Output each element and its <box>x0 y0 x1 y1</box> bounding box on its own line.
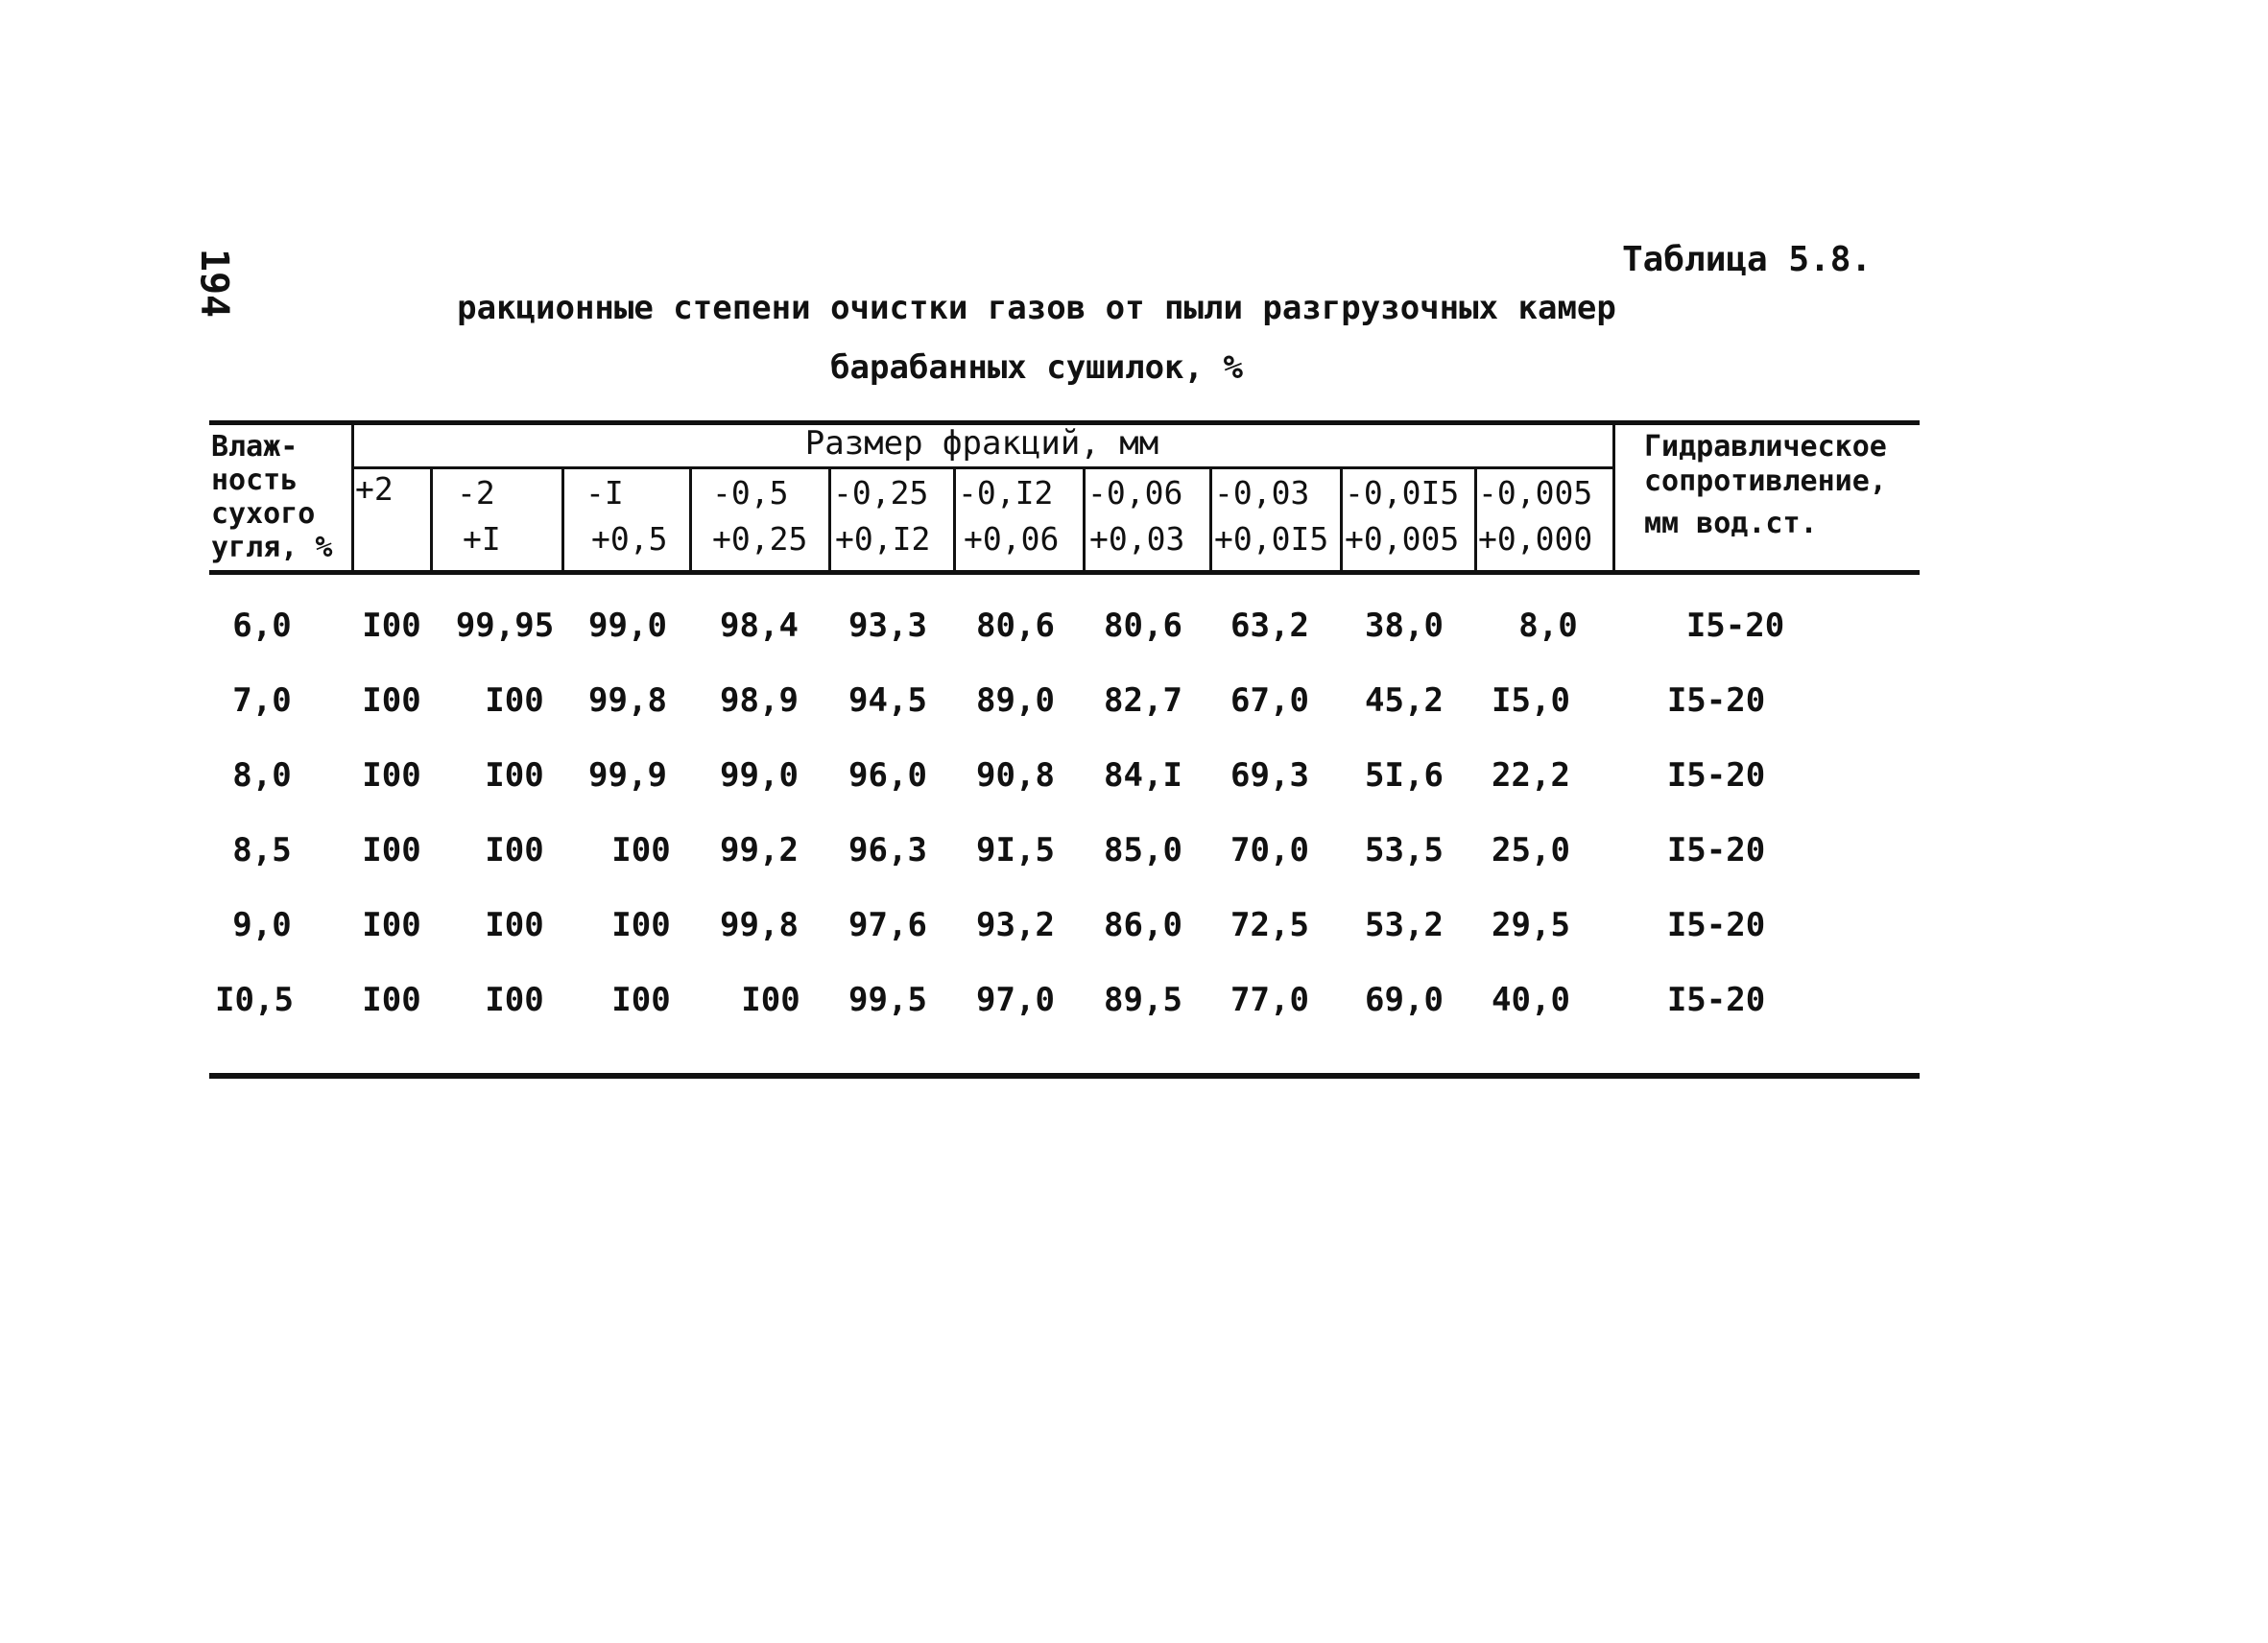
moisture-header-line: Влаж- <box>211 430 298 464</box>
table-cell: 53,5 <box>1365 831 1444 869</box>
table-cell: 94,5 <box>848 681 927 720</box>
fraction-bottom-label: +I <box>463 520 501 558</box>
table-cell: 99,8 <box>720 906 799 944</box>
header-divider <box>1612 424 1615 572</box>
fraction-bottom-label: +0,25 <box>712 520 808 558</box>
fraction-top-label: -0,I2 <box>958 474 1054 512</box>
fraction-top-label: -2 <box>457 474 495 512</box>
table-cell: 99,8 <box>588 681 667 720</box>
fraction-divider <box>1474 466 1477 572</box>
fraction-bottom-label: +0,I2 <box>835 520 931 558</box>
table-cell: I00 <box>485 756 544 795</box>
table-cell: 97,6 <box>848 906 927 944</box>
hydraulic-value: I5-20 <box>1666 756 1766 795</box>
table-title-line-2: барабанных сушилок, % <box>830 348 1243 387</box>
table-cell: 45,2 <box>1365 681 1444 720</box>
table-cell: I00 <box>485 831 544 869</box>
table-cell: 25,0 <box>1492 831 1570 869</box>
fraction-divider <box>1340 466 1343 572</box>
table-cell: 29,5 <box>1492 906 1570 944</box>
table-cell: 82,7 <box>1104 681 1182 720</box>
table-label: Таблица 5.8. <box>1622 240 1873 279</box>
table-cell: I00 <box>485 981 544 1019</box>
table-cell: 93,3 <box>848 607 927 645</box>
table-cell: 80,6 <box>976 607 1055 645</box>
hydraulic-resistance-header <box>1644 430 1920 541</box>
table-cell: 90,8 <box>976 756 1055 795</box>
moisture-header-line: сухого <box>211 497 316 531</box>
table-cell: 84,I <box>1104 756 1182 795</box>
moisture-value: 6,0 <box>232 607 292 645</box>
hydraulic-value: I5-20 <box>1666 681 1766 720</box>
fraction-top-label: +2 <box>355 470 394 508</box>
table-cell: 96,0 <box>848 756 927 795</box>
table-cell: 9I,5 <box>976 831 1055 869</box>
table-cell: 53,2 <box>1365 906 1444 944</box>
fraction-top-label: -0,5 <box>712 474 789 512</box>
table-cell: 5I,6 <box>1365 756 1444 795</box>
table-cell: 63,2 <box>1230 607 1309 645</box>
moisture-value: 7,0 <box>232 681 292 720</box>
table-cell: 93,2 <box>976 906 1055 944</box>
hydraulic-value: I5-20 <box>1685 607 1785 645</box>
table-cell: I00 <box>362 756 421 795</box>
table-cell: 99,0 <box>720 756 799 795</box>
table-title <box>413 278 1660 397</box>
fraction-divider <box>953 466 956 572</box>
fraction-bottom-label: +0,5 <box>591 520 668 558</box>
table-cell: 99,9 <box>588 756 667 795</box>
table-cell: 99,0 <box>588 607 667 645</box>
table-cell: 69,0 <box>1365 981 1444 1019</box>
hydraulic-value: I5-20 <box>1666 831 1766 869</box>
fraction-divider <box>561 466 564 572</box>
table-cell: I00 <box>362 681 421 720</box>
table-cell: 38,0 <box>1365 607 1444 645</box>
fraction-divider <box>689 466 692 572</box>
table-cell: I00 <box>611 981 671 1019</box>
table-cell: I00 <box>362 906 421 944</box>
fraction-size-header: Размер фракций, мм <box>804 424 1159 463</box>
table-cell: 77,0 <box>1230 981 1309 1019</box>
table-cell: 89,0 <box>976 681 1055 720</box>
table-cell: I00 <box>611 831 671 869</box>
table-cell: 97,0 <box>976 981 1055 1019</box>
table-cell: 69,3 <box>1230 756 1309 795</box>
fraction-divider <box>1209 466 1212 572</box>
table-cell: I00 <box>741 981 800 1019</box>
table-cell: I5,0 <box>1492 681 1570 720</box>
fraction-top-label: -0,0I5 <box>1345 474 1460 512</box>
table-cell: 99,2 <box>720 831 799 869</box>
fraction-bottom-label: +0,06 <box>964 520 1060 558</box>
hydraulic-value: I5-20 <box>1666 906 1766 944</box>
moisture-value: 8,0 <box>232 756 292 795</box>
fraction-divider <box>828 466 831 572</box>
fraction-top-label: -0,06 <box>1087 474 1183 512</box>
table-cell: 99,5 <box>848 981 927 1019</box>
table-cell: 22,2 <box>1492 756 1570 795</box>
fraction-top-label: -0,25 <box>833 474 929 512</box>
table-bottom-rule <box>209 1073 1920 1079</box>
moisture-value: 9,0 <box>232 906 292 944</box>
table-cell: 80,6 <box>1104 607 1182 645</box>
fraction-bottom-label: +0,000 <box>1478 520 1593 558</box>
table-cell: 99,95 <box>455 607 555 645</box>
fraction-top-label: -0,005 <box>1478 474 1593 512</box>
table-cell: 85,0 <box>1104 831 1182 869</box>
fraction-top-label: -I <box>585 474 624 512</box>
fraction-bottom-label: +0,03 <box>1089 520 1185 558</box>
table-cell: 40,0 <box>1492 981 1570 1019</box>
fraction-bottom-label: +0,0I5 <box>1214 520 1329 558</box>
table-cell: 70,0 <box>1230 831 1309 869</box>
table-cell: 72,5 <box>1230 906 1309 944</box>
table-title-line-1: ракционные степени очистки газов от пыли разгрузочных камер <box>457 289 1616 327</box>
table-cell: 67,0 <box>1230 681 1309 720</box>
table-cell: I00 <box>362 981 421 1019</box>
hydraulic-header-line: мм вод.ст. <box>1644 507 1818 540</box>
table-cell: 89,5 <box>1104 981 1182 1019</box>
fraction-top-label: -0,03 <box>1214 474 1310 512</box>
hydraulic-value: I5-20 <box>1666 981 1766 1019</box>
table-cell: I00 <box>485 681 544 720</box>
table-cell: I00 <box>611 906 671 944</box>
moisture-column-header <box>211 430 353 564</box>
table-cell: 96,3 <box>848 831 927 869</box>
table-cell: 98,4 <box>720 607 799 645</box>
moisture-value: I0,5 <box>215 981 294 1019</box>
fraction-bottom-label: +0,005 <box>1345 520 1460 558</box>
moisture-value: 8,5 <box>232 831 292 869</box>
header-divider <box>351 466 1615 469</box>
moisture-header-line: угля, % <box>211 531 333 564</box>
hydraulic-header-line: Гидравлическое <box>1644 430 1887 464</box>
table-cell: I00 <box>485 906 544 944</box>
fraction-divider <box>1083 466 1086 572</box>
fraction-divider <box>430 466 433 572</box>
page-number: 194 <box>192 248 236 319</box>
hydraulic-header-line: сопротивление, <box>1644 464 1887 498</box>
table-cell: 86,0 <box>1104 906 1182 944</box>
table-header-rule <box>209 570 1920 575</box>
table-cell: 8,0 <box>1518 607 1578 645</box>
table-cell: I00 <box>362 831 421 869</box>
table-cell: I00 <box>362 607 421 645</box>
table-cell: 98,9 <box>720 681 799 720</box>
moisture-header-line: ность <box>211 464 298 497</box>
